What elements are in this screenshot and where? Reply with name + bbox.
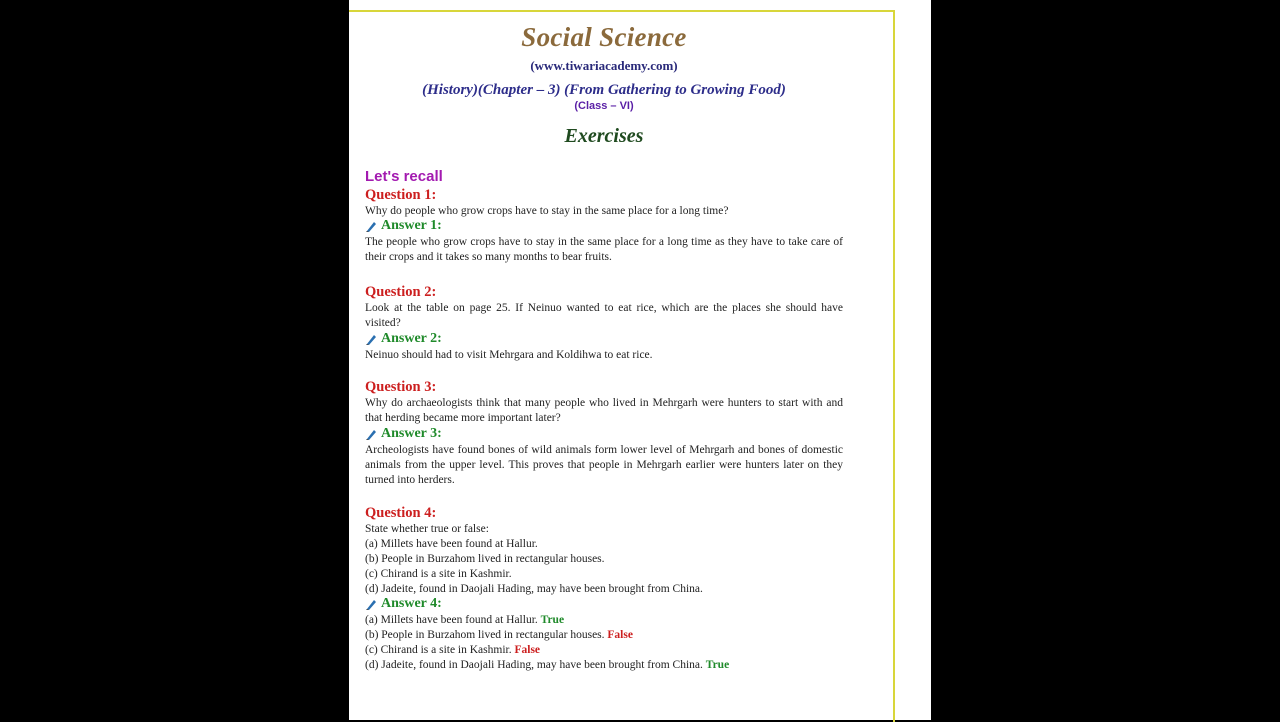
pen-icon: [365, 428, 378, 441]
statement-b: (b) People in Burzahom lived in rectangular houses.: [365, 553, 605, 565]
statement-c: (c) Chirand is a site in Kashmir.: [365, 568, 512, 580]
question-4-intro: State whether true or false:: [365, 523, 489, 535]
answer-2-text: Neinuo should had to visit Mehrgara and Koldihwa to eat rice.: [365, 349, 653, 361]
pen-icon: [365, 220, 378, 233]
pen-icon: [365, 598, 378, 611]
question-4-label: Question 4:: [365, 505, 437, 521]
answer-d: [365, 658, 843, 673]
question-4-statements: [365, 522, 843, 597]
chapter-heading: (History)(Chapter – 3) (From Gathering to Growing Food): [422, 82, 786, 98]
statement-a: (a) Millets have been found at Hallur.: [365, 538, 538, 550]
section-heading: Exercises: [564, 125, 644, 147]
answer-1-label: [365, 218, 442, 234]
answer-d-verdict: True: [705, 659, 730, 671]
statement-d: (d) Jadeite, found in Daojali Hading, may have been brought from China.: [365, 583, 703, 595]
answer-2-label: [365, 331, 442, 347]
answer-1-label-text: Answer 1:: [381, 218, 442, 233]
question-2-text: Look at the table on page 25. If Neinuo wanted to eat rice, which are the places she should have visited?: [365, 302, 843, 329]
recall-heading: Let's recall: [365, 168, 443, 185]
class-label: (Class – VI): [574, 100, 634, 112]
answer-a-verdict: True: [540, 614, 565, 626]
answer-4-label-text: Answer 4:: [381, 596, 442, 611]
document-page: [349, 0, 931, 720]
answer-1-text: The people who grow crops have to stay in the same place for a long time as they have to take care of their crops and it takes so many months to bear fruits.: [365, 236, 843, 263]
question-3-label: Question 3:: [365, 379, 437, 395]
answer-4-label: [365, 596, 442, 612]
answer-a-text: (a) Millets have been found at Hallur.: [365, 614, 538, 626]
answer-a: [365, 613, 843, 628]
answer-b-verdict: False: [607, 629, 633, 641]
question-3-text: Why do archaeologists think that many people who lived in Mehrgarh were hunters to start with and that herding became more important later?: [365, 397, 843, 424]
answer-4-list: [365, 613, 843, 673]
answer-3-label-text: Answer 3:: [381, 426, 442, 441]
answer-c: [365, 643, 843, 658]
answer-b: [365, 628, 843, 643]
question-2-label: Question 2:: [365, 284, 437, 300]
question-1-label: Question 1:: [365, 187, 437, 203]
question-1-text: Why do people who grow crops have to stay in the same place for a long time?: [365, 205, 729, 217]
answer-3-label: [365, 426, 442, 442]
website-link[interactable]: (www.tiwariacademy.com): [530, 58, 678, 73]
answer-c-verdict: False: [514, 644, 541, 656]
answer-3-text: Archeologists have found bones of wild animals form lower level of Mehrgarh and bones of domestic animals from the upper level. This proves that people in Mehrgarh earlier were hunters later on they turned into herders.: [365, 444, 843, 486]
answer-b-text: (b) People in Burzahom lived in rectangular houses.: [365, 629, 605, 641]
document-title: Social Science: [521, 22, 687, 52]
answer-d-text: (d) Jadeite, found in Daojali Hading, may have been brought from China.: [365, 659, 703, 671]
answer-c-text: (c) Chirand is a site in Kashmir.: [365, 644, 512, 656]
pen-icon: [365, 333, 378, 346]
answer-2-label-text: Answer 2:: [381, 331, 442, 346]
